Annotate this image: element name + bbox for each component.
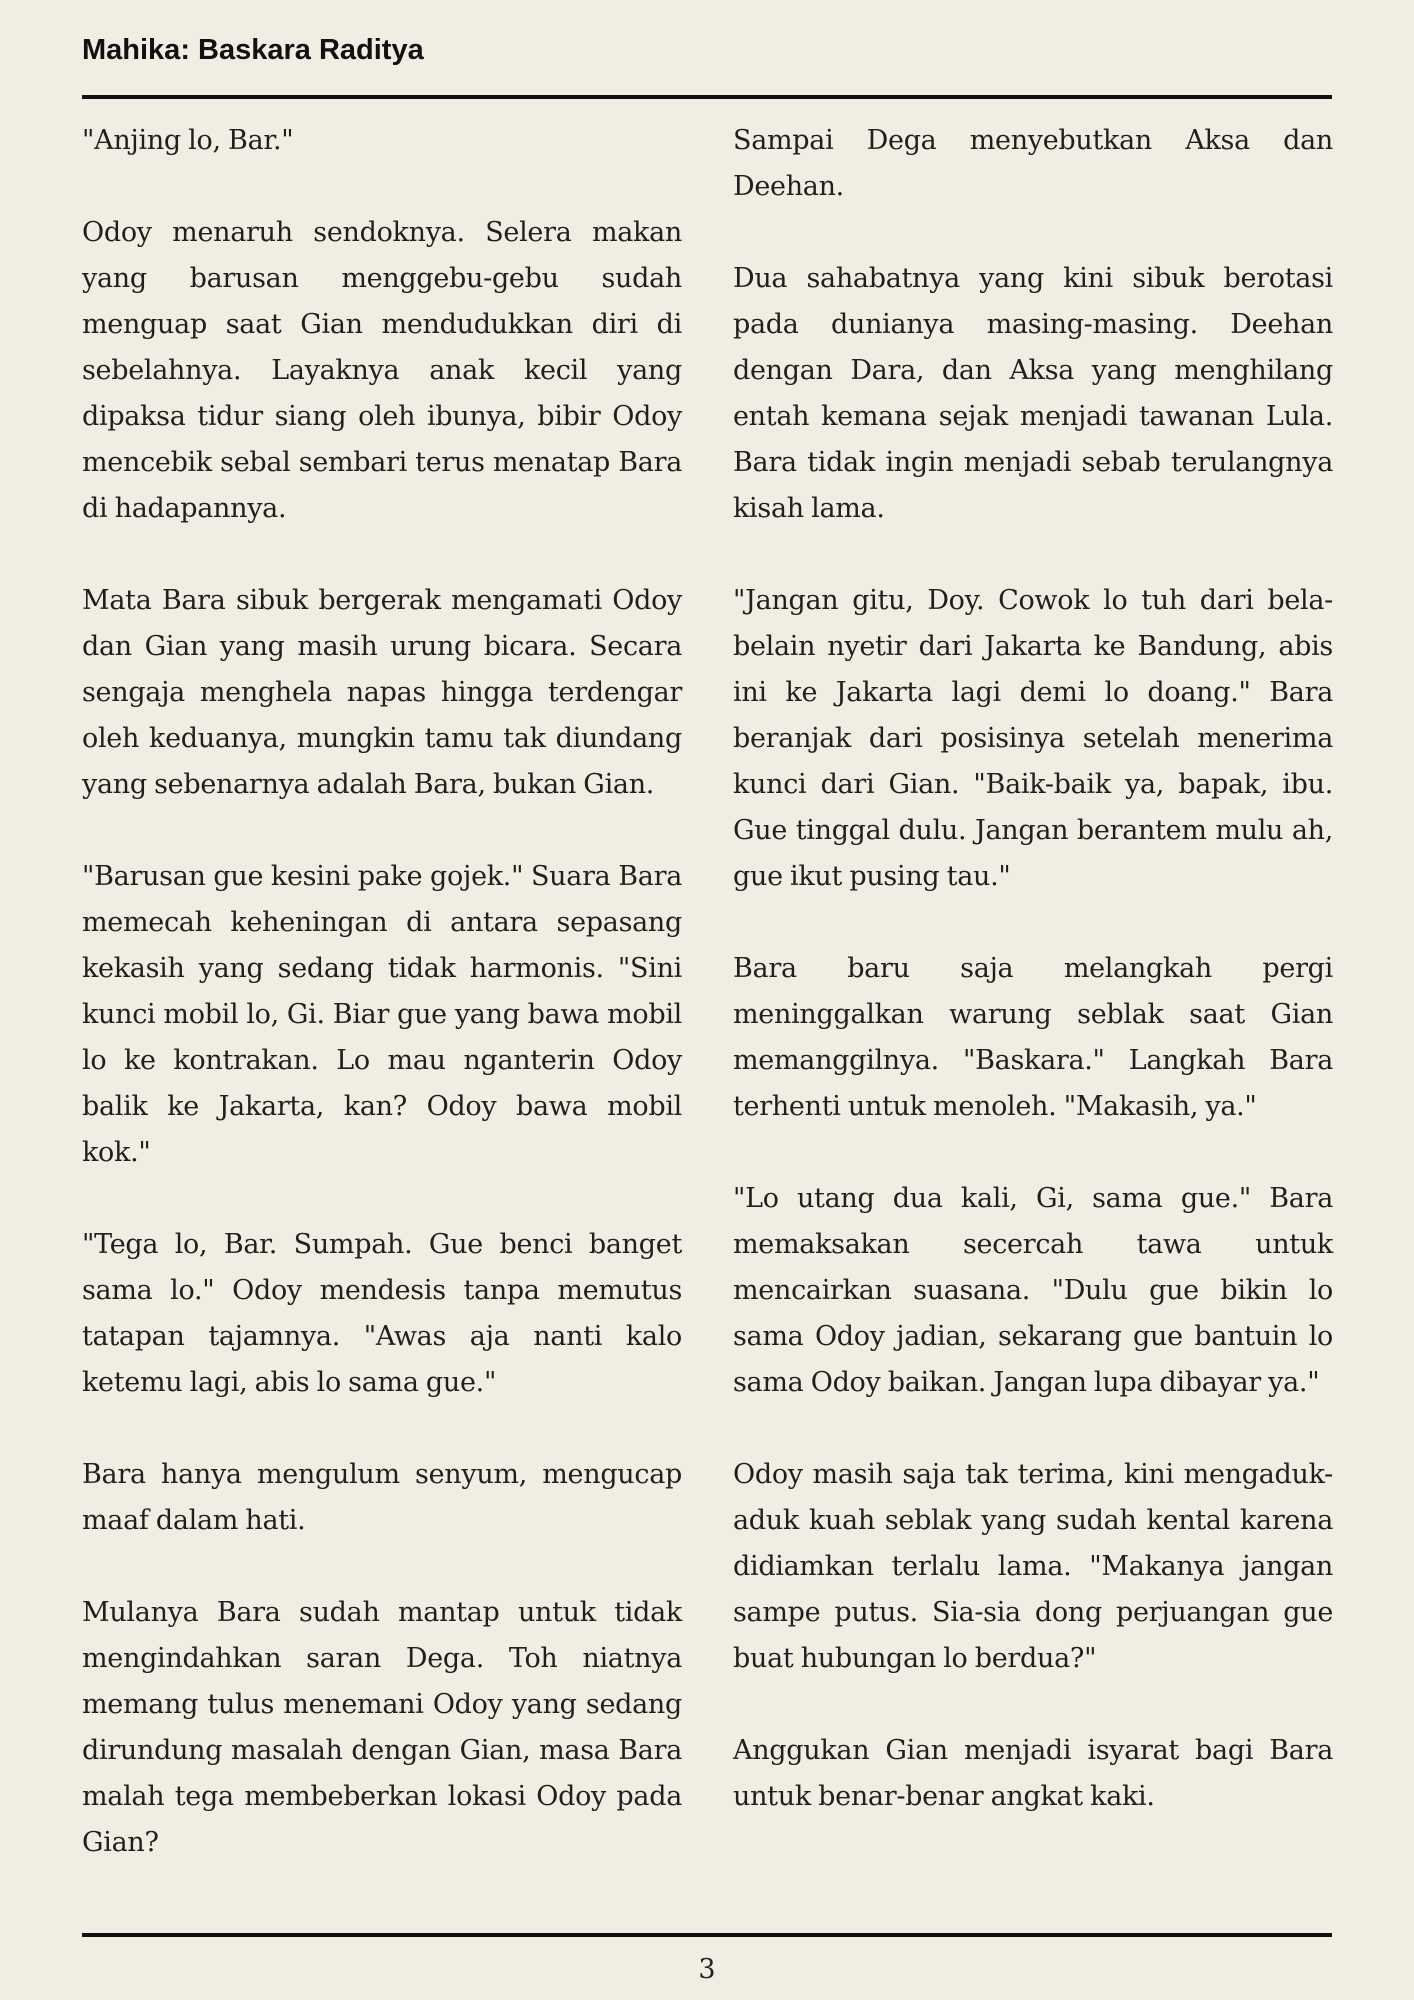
paragraph: "Barusan gue kesini pake gojek." Suara Bara memecah keheningan di antara sepasang kekasih yang sedang tidak harmonis. "Sini kunci mobil lo, Gi. Biar gue yang bawa mobil lo ke kontrakan. Lo mau nganterin Odoy balik ke Jakarta, kan? Odoy bawa mobil kok." <box>82 861 682 1168</box>
paragraph: Mata Bara sibuk bergerak mengamati Odoy dan Gian yang masih urung bicara. Secara sengaja menghela napas hingga terdengar oleh keduanya, mungkin tamu tak diundang yang sebenarnya adalah Bara, bukan Gian. <box>82 585 682 800</box>
paragraph: Dua sahabatnya yang kini sibuk berotasi pada dunianya masing-masing. Deehan dengan Dara, dan Aksa yang menghilang entah kemana sejak menjadi tawanan Lula. Bara tidak ingin menjadi sebab terulangnya kisah lama. <box>733 263 1333 524</box>
book-title: Mahika: Baskara Raditya <box>82 34 424 66</box>
page-number: 3 <box>698 1954 716 1985</box>
paragraph: "Tega lo, Bar. Sumpah. Gue benci banget sama lo." Odoy mendesis tanpa memutus tatapan tajamnya. "Awas aja nanti kalo ketemu lagi, abis lo sama gue." <box>82 1229 682 1398</box>
text-columns <box>82 118 1332 1918</box>
paragraph: Bara hanya mengulum senyum, mengucap maaf dalam hati. <box>82 1459 682 1536</box>
paragraph: "Jangan gitu, Doy. Cowok lo tuh dari bela-belain nyetir dari Jakarta ke Bandung, abis ini ke Jakarta lagi demi lo doang." Bara beranjak dari posisinya setelah menerima kunci dari Gian. "Baik-baik ya, bapak, ibu. Gue tinggal dulu. Jangan berantem mulu ah, gue ikut pusing tau." <box>733 585 1333 892</box>
paragraph: "Lo utang dua kali, Gi, sama gue." Bara memaksakan secercah tawa untuk mencairkan suasana. "Dulu gue bikin lo sama Odoy jadian, sekarang gue bantuin lo sama Odoy baikan. Jangan lupa dibayar ya." <box>733 1183 1333 1398</box>
header-divider <box>82 95 1332 99</box>
right-column <box>733 118 1333 1866</box>
paragraph: Mulanya Bara sudah mantap untuk tidak mengindahkan saran Dega. Toh niatnya memang tulus menemani Odoy yang sedang dirundung masalah dengan Gian, masa Bara malah tega membeberkan lokasi Odoy pada Gian? <box>82 1597 682 1858</box>
paragraph: Odoy masih saja tak terima, kini mengaduk-aduk kuah seblak yang sudah kental karena didiamkan terlalu lama. "Makanya jangan sampe putus. Sia-sia dong perjuangan gue buat hubungan lo berdua?" <box>733 1459 1333 1674</box>
footer-divider <box>82 1933 1332 1937</box>
paragraph: Odoy menaruh sendoknya. Selera makan yang barusan menggebu-gebu sudah menguap saat Gian mendudukkan diri di sebelahnya. Layaknya anak kecil yang dipaksa tidur siang oleh ibunya, bibir Odoy mencebik sebal sembari terus menatap Bara di hadapannya. <box>82 217 682 524</box>
paragraph: "Anjing lo, Bar." <box>82 125 294 156</box>
paragraph: Anggukan Gian menjadi isyarat bagi Bara untuk benar-benar angkat kaki. <box>733 1735 1333 1812</box>
left-column <box>82 118 682 1912</box>
page-header <box>82 30 1332 70</box>
paragraph: Sampai Dega menyebutkan Aksa dan Deehan. <box>733 125 1333 202</box>
paragraph: Bara baru saja melangkah pergi meninggalkan warung seblak saat Gian memanggilnya. "Baskara." Langkah Bara terhenti untuk menoleh. "Makasih, ya." <box>733 953 1333 1122</box>
